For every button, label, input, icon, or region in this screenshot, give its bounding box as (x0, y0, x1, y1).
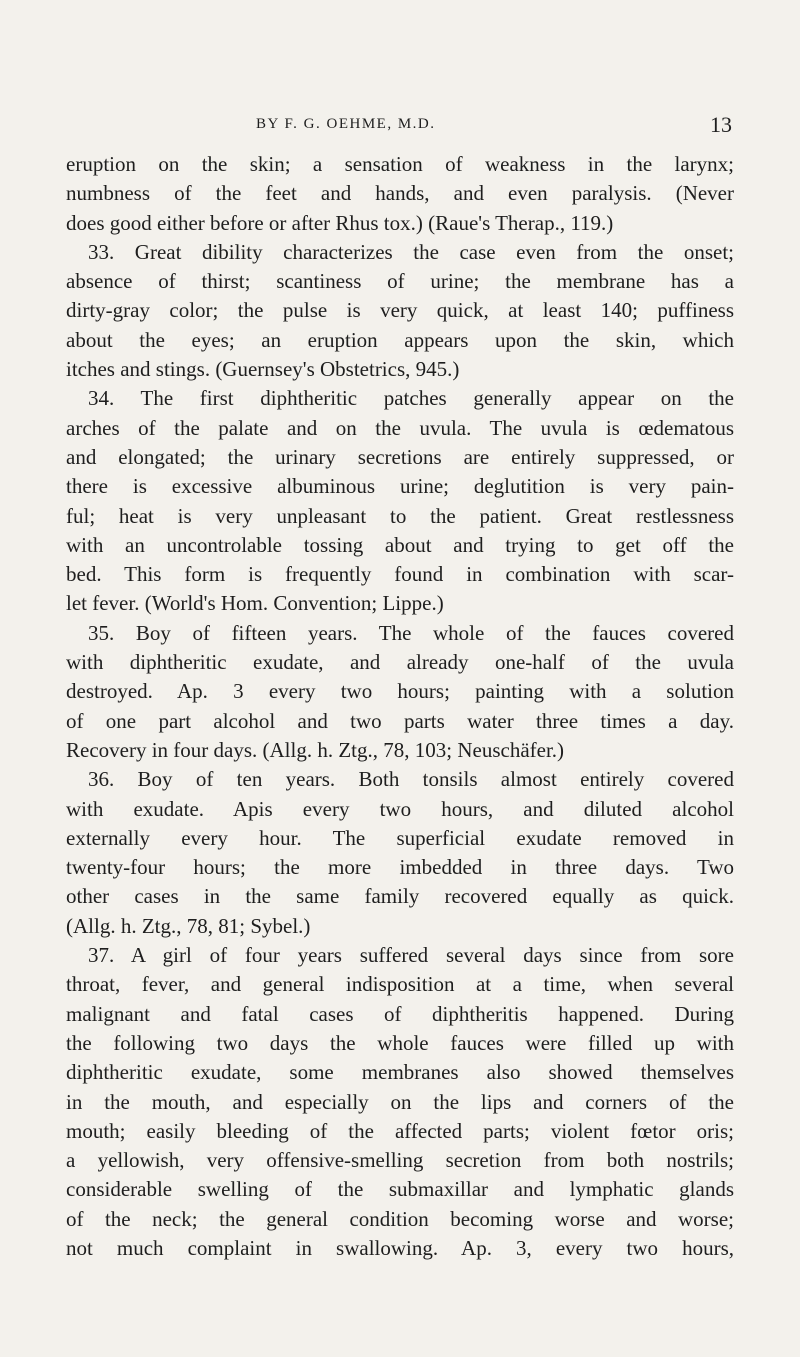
running-head (0, 112, 800, 142)
text-line: arches of the palate and on the uvula. The uvula is œdematous (66, 415, 734, 440)
text-line: does good either before or after Rhus tox.) (Raue's Therap., 119.) (66, 210, 614, 235)
text-line: 35. Boy of fifteen years. The whole of the fauces covered (88, 620, 734, 645)
body-text (66, 150, 734, 1263)
text-line: numbness of the feet and hands, and even paralysis. (Never (66, 181, 734, 206)
text-line: 36. Boy of ten years. Both tonsils almost entirely covered (88, 767, 734, 792)
text-line: mouth; easily bleeding of the affected parts; violent fœtor oris; (66, 1118, 734, 1143)
text-line: with an uncontrolable tossing about and trying to get off the (66, 532, 734, 557)
text-line: ful; heat is very unpleasant to the patient. Great restlessness (66, 503, 734, 528)
text-line: in the mouth, and especially on the lips and corners of the (66, 1089, 734, 1114)
text-line: and elongated; the urinary secretions are entirely suppressed, or (66, 444, 734, 469)
text-line: considerable swelling of the submaxillar and lymphatic glands (66, 1177, 734, 1202)
text-line: malignant and fatal cases of diphtheritis happened. During (66, 1001, 734, 1026)
text-line: eruption on the skin; a sensation of weakness in the larynx; (66, 152, 734, 176)
text-line: 34. The first diphtheritic patches generally appear on the (88, 386, 734, 411)
text-line: 33. Great dibility characterizes the case even from the onset; (88, 239, 734, 264)
text-line: of one part alcohol and two parts water three times a day. (66, 708, 734, 733)
text-line: with diphtheritic exudate, and already one-half of the uvula (66, 650, 734, 675)
text-line: Recovery in four days. (Allg. h. Ztg., 78, 103; Neuschäfer.) (66, 737, 565, 762)
running-title: BY F. G. OEHME, M.D. (256, 116, 436, 132)
text-line: with exudate. Apis every two hours, and diluted alcohol (66, 796, 734, 821)
page-number: 13 (710, 112, 732, 137)
text-line: the following two days the whole fauces were filled up with (66, 1030, 734, 1055)
text-line: other cases in the same family recovered equally as quick. (66, 884, 734, 909)
text-line: diphtheritic exudate, some membranes also showed themselves (66, 1060, 734, 1085)
text-line: dirty-gray color; the pulse is very quick, at least 140; puffiness (66, 298, 734, 323)
text-line: 37. A girl of four years suffered several days since from sore (88, 943, 734, 968)
text-line: destroyed. Ap. 3 every two hours; painting with a solution (66, 679, 734, 704)
text-line: twenty-four hours; the more imbedded in three days. Two (66, 855, 734, 880)
text-line: absence of thirst; scantiness of urine; the membrane has a (66, 269, 734, 294)
text-line: there is excessive albuminous urine; deglutition is very pain- (66, 474, 734, 499)
text-line: a yellowish, very offensive-smelling secretion from both nostrils; (66, 1148, 734, 1173)
text-line: throat, fever, and general indisposition at a time, when several (66, 972, 734, 997)
text-line: bed. This form is frequently found in combination with scar- (66, 562, 734, 587)
text-line: not much complaint in swallowing. Ap. 3, every two hours, (66, 1235, 734, 1260)
text-line: of the neck; the general condition becoming worse and worse; (66, 1206, 734, 1231)
text-line: about the eyes; an eruption appears upon the skin, which (66, 327, 734, 352)
text-line: itches and stings. (Guernsey's Obstetrics, 945.) (66, 357, 460, 382)
text-line: let fever. (World's Hom. Convention; Lippe.) (66, 591, 444, 616)
text-line: (Allg. h. Ztg., 78, 81; Sybel.) (66, 913, 311, 938)
text-line: externally every hour. The superficial exudate removed in (66, 825, 734, 850)
